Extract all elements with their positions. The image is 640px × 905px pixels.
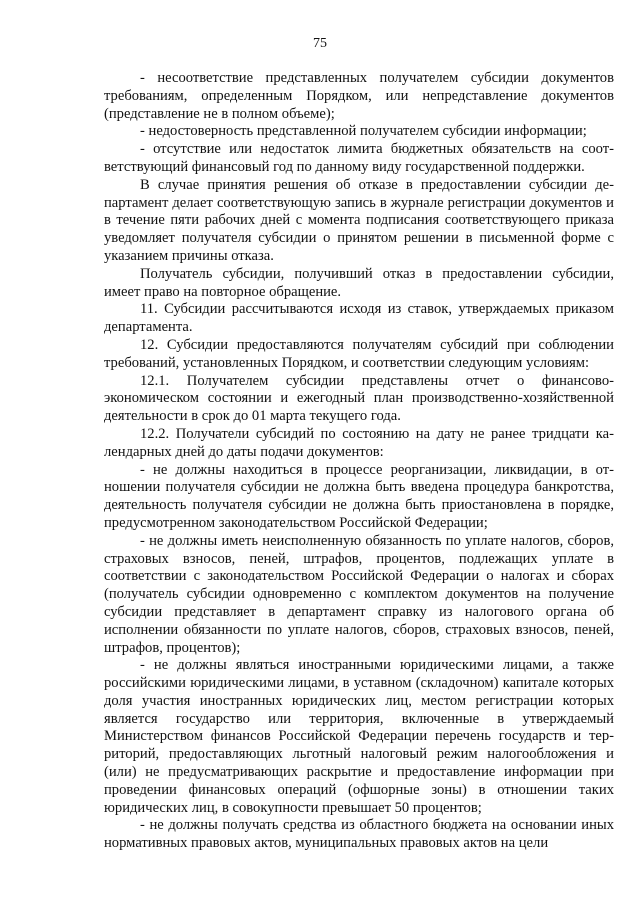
document-body	[104, 70, 614, 853]
paragraph: - несоответствие представленных получателем субсидии документов требованиям, определенным Порядком, или непредставление документов (представление не в полном объеме);	[104, 70, 614, 122]
paragraph: - недостоверность представленной получателем субсидии информации;	[140, 123, 587, 140]
paragraph: Получатель субсидии, получивший отказ в предоставлении субсидии, имеет право на повторное обращение.	[104, 265, 614, 300]
paragraph: - не должны находиться в процессе реорганизации, ликвидации, в отношении получателя субсидии не должна быть введена процедура банкротства, деятельность получателя субсидии не должна быть приостановлена в порядке, предусмотренном законодательством Российской Федерации;	[104, 461, 614, 531]
paragraph: - не должны получать средства из областного бюджета на основании иных нормативных правовых актов, муниципальных правовых актов на цели	[104, 817, 614, 852]
paragraph: 12.1. Получателем субсидии представлены отчет о финансово-экономическом состоянии и ежегодный план производственно-хозяйственной деятельности в срок до 01 марта текущего года.	[104, 372, 614, 425]
paragraph: - не должны являться иностранными юридическими лицами, а также российскими юридическими лицами, в уставном (складочном) капитале которых доля участия иностранных юридических лиц, местом регистрации которых является государство или территория, включенные в утверждаемый Министерством финансов Российской Федерации перечень государств и территорий, предоставляющих льготный налоговый режим налогообложения и (или) не предусматривающих раскрытие и предоставление информации при проведении финансовых операций (офшорные зоны) в отношении таких юридических лиц, в совокупности превышает 50 процентов;	[104, 657, 614, 816]
paragraph: 12.2. Получатели субсидий по состоянию на дату не ранее тридцати календарных дней до даты подачи документов:	[104, 425, 614, 460]
paragraph: - не должны иметь неисполненную обязанность по уплате налогов, сборов, страховых взносов, пеней, штрафов, процентов, подлежащих уплате в соответствии с законодательством Российской Федерации о налогах и сборах (получатель субсидии одновременно с комплектом документов на получение субсидии представляет в департамент справку из налогового органа об исполнении обязанности по уплате налогов, сборов, страховых взносов, пеней, штрафов, процентов);	[104, 532, 614, 656]
paragraph: В случае принятия решения об отказе в предоставлении субсидии департамент делает соответствующую запись в журнале регистрации документов и в течение пяти рабочих дней с момента подписания соответствующего приказа уведомляет получателя субсидии о принятом решении в письменной форме с указанием причины отказа.	[104, 176, 614, 264]
page-number: 75	[313, 36, 327, 51]
paragraph: 12. Субсидии предоставляются получателям субсидий при соблюдении требований, установленных Порядком, и соответствии следующим условиям:	[104, 336, 614, 371]
paragraph: 11. Субсидии рассчитываются исходя из ставок, утверждаемых приказом департамента.	[104, 301, 614, 336]
paragraph: - отсутствие или недостаток лимита бюджетных обязательств на соответствующий финансовый год по данному виду государственной поддержки.	[104, 141, 614, 175]
